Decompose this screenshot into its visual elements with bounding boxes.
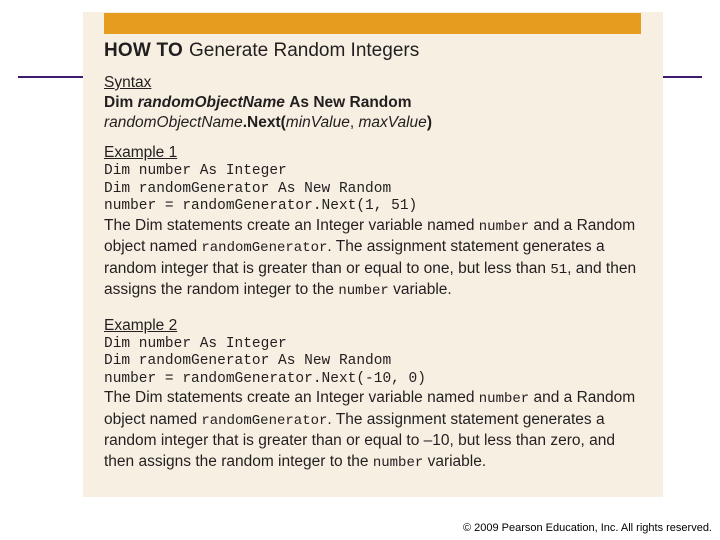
syntax-section [104, 73, 644, 133]
desc-text: variable. [423, 452, 487, 470]
syntax-object-name: randomObjectName [137, 94, 285, 111]
decorative-rule-right [660, 76, 702, 78]
example-2-code-line-2: Dim randomGenerator As New Random [104, 353, 392, 369]
example-1-section [104, 143, 644, 302]
desc-code: number [338, 283, 389, 299]
panel-heading [104, 39, 644, 63]
desc-text: . The assignment statement generates a random integer that is greater than or equal to one, but less than [104, 238, 605, 277]
panel-accent-bar [104, 13, 641, 34]
heading-title: Generate Random Integers [188, 40, 420, 61]
syntax-line-2 [104, 113, 644, 133]
example-2-label: Example 2 [104, 316, 178, 334]
example-1-code-line-1: Dim number As Integer [104, 163, 287, 179]
syntax-next-method: .Next( [242, 114, 286, 131]
syntax-close-paren: ) [426, 114, 432, 131]
desc-code: number [372, 454, 424, 471]
example-2-code-line-3: number = randomGenerator.Next(-10, 0) [104, 370, 426, 387]
syntax-max-value: maxValue [358, 114, 427, 131]
syntax-object-name-2: randomObjectName [104, 114, 243, 131]
desc-code: number [478, 218, 530, 235]
example-2-description [104, 388, 644, 473]
example-1-code-line-2: Dim randomGenerator As New Random [104, 180, 392, 197]
example-1-description [104, 216, 644, 302]
desc-text: and a Random object named [104, 389, 636, 428]
syntax-comma: , [349, 114, 359, 131]
syntax-label: Syntax [104, 74, 152, 91]
syntax-as-new-random: As New Random [289, 94, 412, 111]
syntax-min-value: minValue [285, 114, 350, 131]
example-2-code-line-1: Dim number As Integer [104, 335, 287, 352]
desc-code: randomGenerator [201, 240, 328, 256]
desc-code: number [478, 391, 530, 407]
syntax-dim-keyword: Dim [104, 94, 134, 111]
desc-code: 51 [550, 261, 568, 278]
copyright-footer: © 2009 Pearson Education, Inc. All rights reserved. [462, 522, 712, 534]
desc-text: The Dim statements create an Integer variable named [104, 389, 479, 406]
desc-text: and a Random object named [104, 216, 636, 255]
example-1-label: Example 1 [104, 144, 178, 161]
desc-code: randomGenerator [201, 412, 328, 429]
desc-text: The Dim statements create an Integer variable named [104, 216, 479, 234]
desc-text: , and then assigns the random integer to the [104, 259, 637, 298]
desc-text: variable. [388, 281, 452, 298]
example-2-section [104, 316, 644, 474]
howto-label: HOW TO [104, 40, 183, 61]
desc-text: . The assignment statement generates a random integer that is greater than or equal to –10, but less than zero, and then assigns the random integer to the [104, 410, 615, 470]
decorative-rule-left [18, 76, 84, 78]
howto-content [104, 39, 644, 473]
syntax-line-1 [104, 93, 644, 113]
example-1-code-line-3: number = randomGenerator.Next(1, 51) [104, 198, 418, 214]
